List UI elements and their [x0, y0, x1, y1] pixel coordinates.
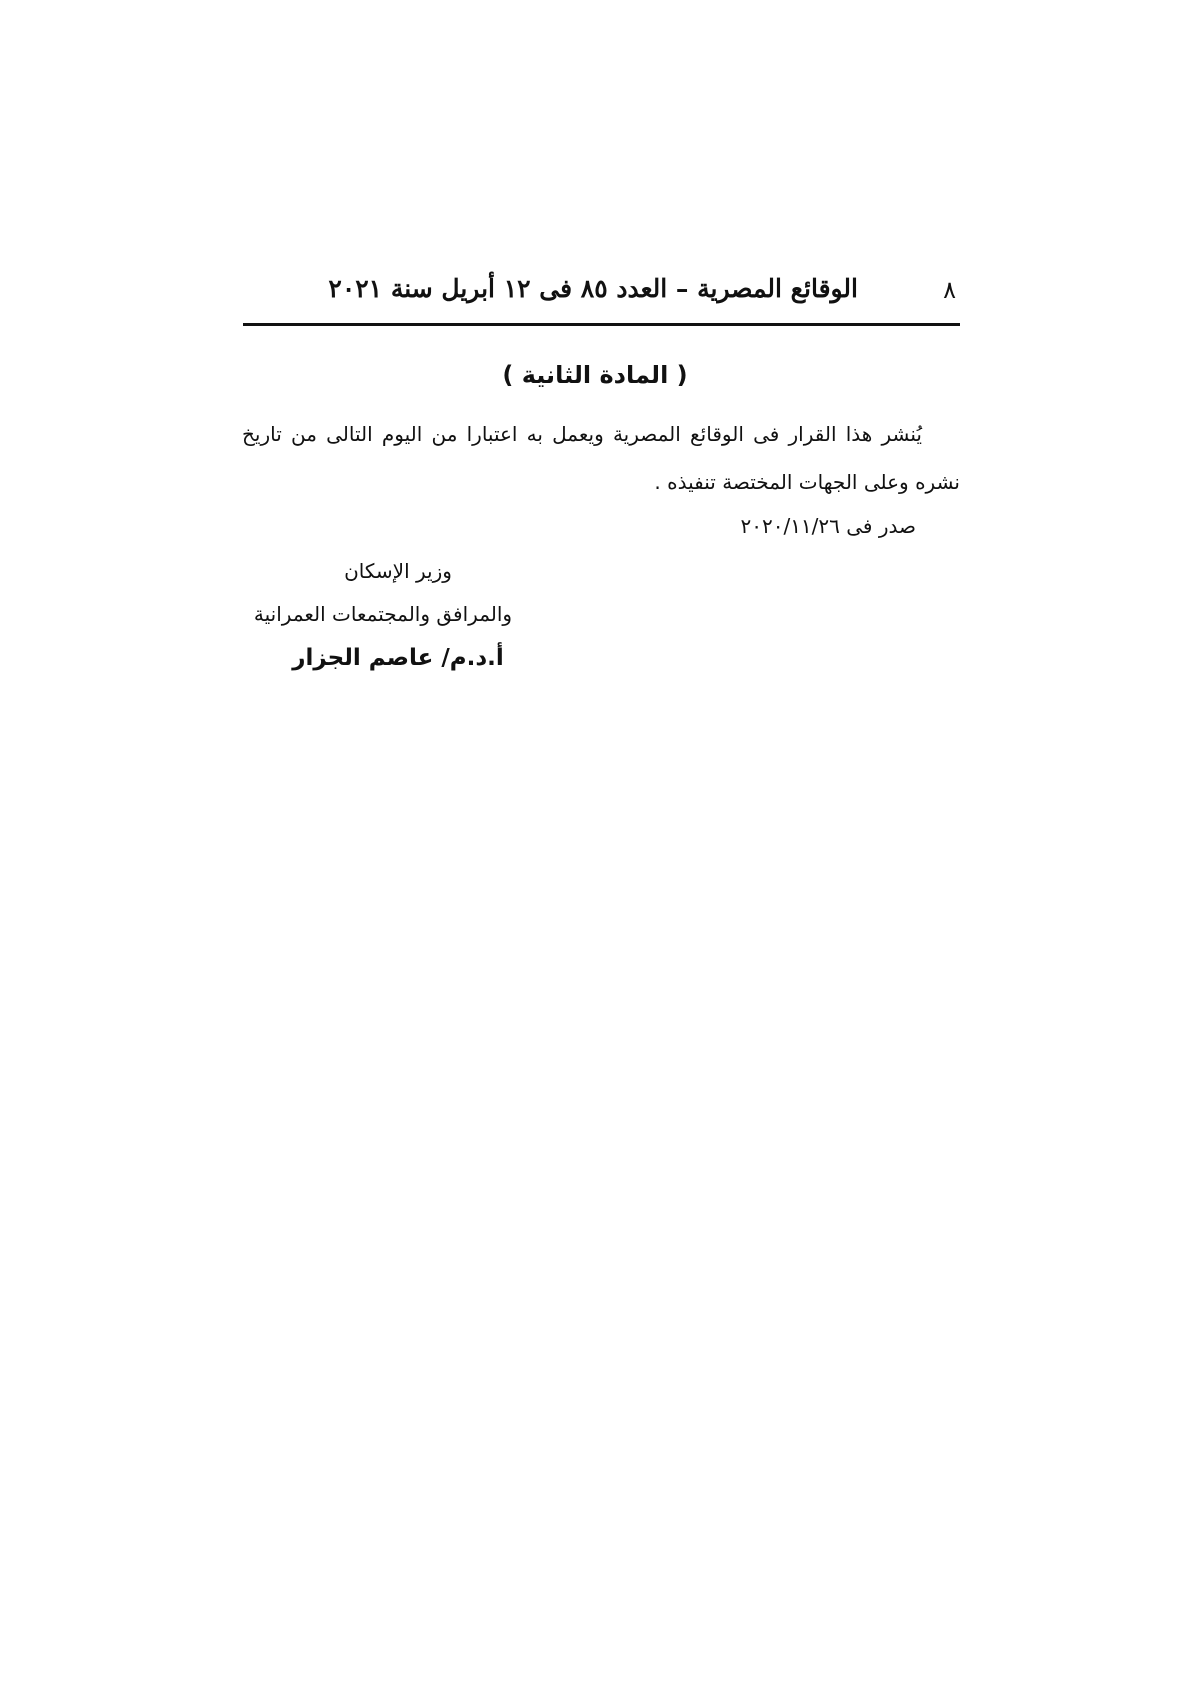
signatory-title-line-1: وزير الإسكان: [344, 559, 452, 583]
article-body: [242, 410, 960, 506]
page-number: ٨: [943, 276, 956, 304]
publication-header-title: الوقائع المصرية – العدد ٨٥ فى ١٢ أبريل سنة ٢٠٢١: [328, 274, 858, 303]
page-header: [242, 268, 960, 314]
signatory-title-line-2: والمرافق والمجتمعات العمرانية: [253, 602, 513, 626]
issue-date-line: صدر فى ٢٠٢٠/١١/٢٦: [740, 514, 916, 538]
article-body-text: يُنشر هذا القرار فى الوقائع المصرية ويعمل به اعتبارا من اليوم التالى من تاريخ نشره وعلى الجهات المختصة تنفيذه .: [242, 422, 960, 494]
signature-block: [240, 548, 526, 682]
header-divider: [243, 323, 960, 326]
article-title: ( المادة الثانية ): [502, 361, 688, 389]
signatory-name: أ.د.م/ عاصم الجزار: [292, 645, 504, 671]
